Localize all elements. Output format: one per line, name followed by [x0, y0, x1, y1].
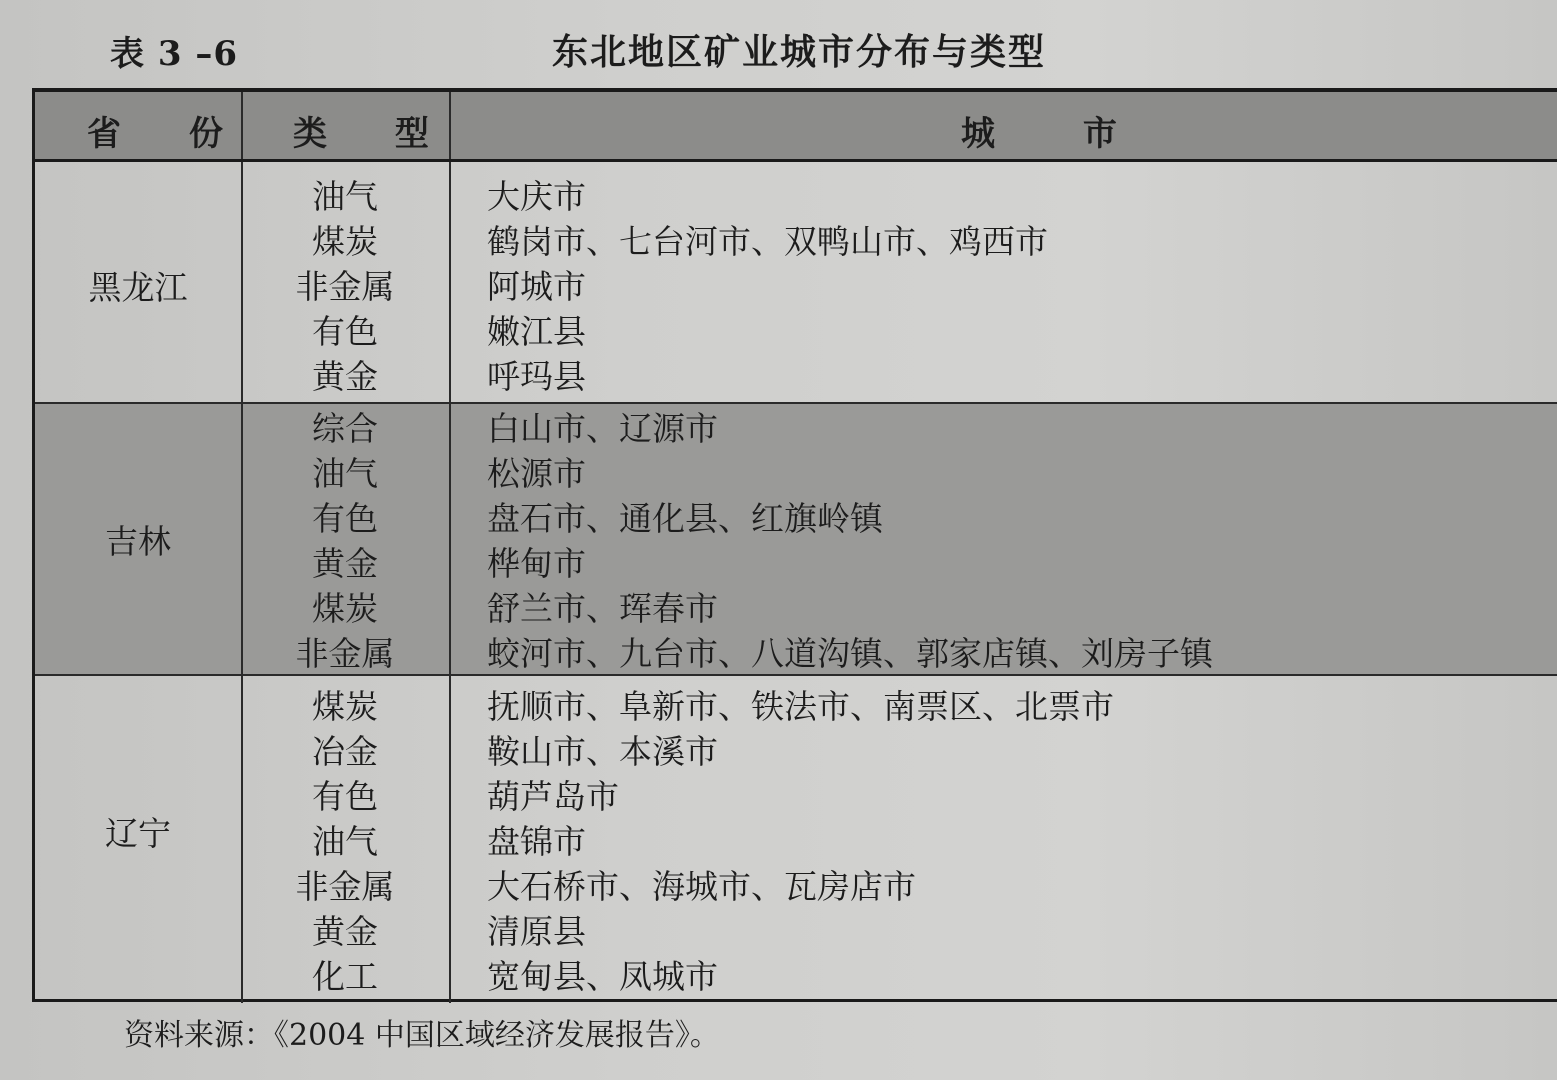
source-note: 资料来源：《2004 中国区域经济发展报告》。 — [124, 1018, 720, 1053]
table-number: 表 3 –6 — [110, 34, 238, 74]
province-cell: 黑龙江 — [88, 268, 188, 307]
type-cell: 有色 — [312, 312, 378, 351]
type-list — [241, 174, 449, 399]
type-cell: 综合 — [312, 409, 378, 448]
city-cell: 抚顺市、阜新市、铁法市、南票区、北票市 — [487, 687, 1114, 726]
city-cell: 嫩江县 — [487, 312, 586, 351]
city-list — [487, 174, 1048, 399]
type-cell: 煤炭 — [312, 687, 378, 726]
city-cell: 阿城市 — [487, 267, 586, 306]
city-list — [487, 406, 1213, 676]
type-cell: 油气 — [312, 822, 378, 861]
type-cell: 非金属 — [295, 634, 395, 673]
city-list — [487, 684, 1114, 999]
header-city: 城 市 — [961, 114, 1155, 154]
city-cell: 桦甸市 — [487, 544, 586, 583]
type-cell: 煤炭 — [312, 222, 378, 261]
type-cell: 黄金 — [312, 357, 378, 396]
type-cell: 非金属 — [295, 267, 395, 306]
city-cell: 鹤岗市、七台河市、双鸭山市、鸡西市 — [487, 222, 1048, 261]
mining-cities-table — [32, 88, 1557, 1002]
city-cell: 盘锦市 — [487, 822, 586, 861]
city-cell: 宽甸县、凤城市 — [487, 957, 718, 996]
type-cell: 有色 — [312, 777, 378, 816]
city-cell: 大石桥市、海城市、瓦房店市 — [487, 867, 916, 906]
type-cell: 有色 — [312, 499, 378, 538]
type-cell: 黄金 — [312, 544, 378, 583]
city-cell: 盘石市、通化县、红旗岭镇 — [487, 499, 883, 538]
table-header-row — [35, 92, 1557, 162]
city-cell: 葫芦岛市 — [487, 777, 619, 816]
city-cell: 舒兰市、珲春市 — [487, 589, 718, 628]
province-cell: 吉林 — [105, 522, 171, 561]
header-type: 类 型 — [293, 114, 457, 154]
column-divider — [449, 162, 451, 402]
city-cell: 蛟河市、九台市、八道沟镇、郭家店镇、刘房子镇 — [487, 634, 1213, 673]
type-cell: 冶金 — [312, 732, 378, 771]
header-province: 省 份 — [87, 114, 251, 154]
type-cell: 油气 — [312, 177, 378, 216]
city-cell: 清原县 — [487, 912, 586, 951]
group-heilongjiang — [35, 162, 1557, 404]
group-jilin — [35, 404, 1557, 676]
city-cell: 鞍山市、本溪市 — [487, 732, 718, 771]
group-liaoning — [35, 676, 1557, 1003]
city-cell: 大庆市 — [487, 177, 586, 216]
table-title: 东北地区矿业城市分布与类型 — [552, 31, 1047, 73]
column-divider — [449, 676, 451, 1003]
city-cell: 呼玛县 — [487, 357, 586, 396]
city-cell: 白山市、辽源市 — [487, 409, 718, 448]
type-cell: 非金属 — [295, 867, 395, 906]
province-cell: 辽宁 — [105, 814, 171, 853]
column-divider — [449, 404, 451, 674]
type-cell: 黄金 — [312, 912, 378, 951]
type-cell: 化工 — [312, 957, 378, 996]
type-cell: 煤炭 — [312, 589, 378, 628]
city-cell: 松源市 — [487, 454, 586, 493]
type-list — [241, 684, 449, 999]
type-list — [241, 406, 449, 676]
type-cell: 油气 — [312, 454, 378, 493]
